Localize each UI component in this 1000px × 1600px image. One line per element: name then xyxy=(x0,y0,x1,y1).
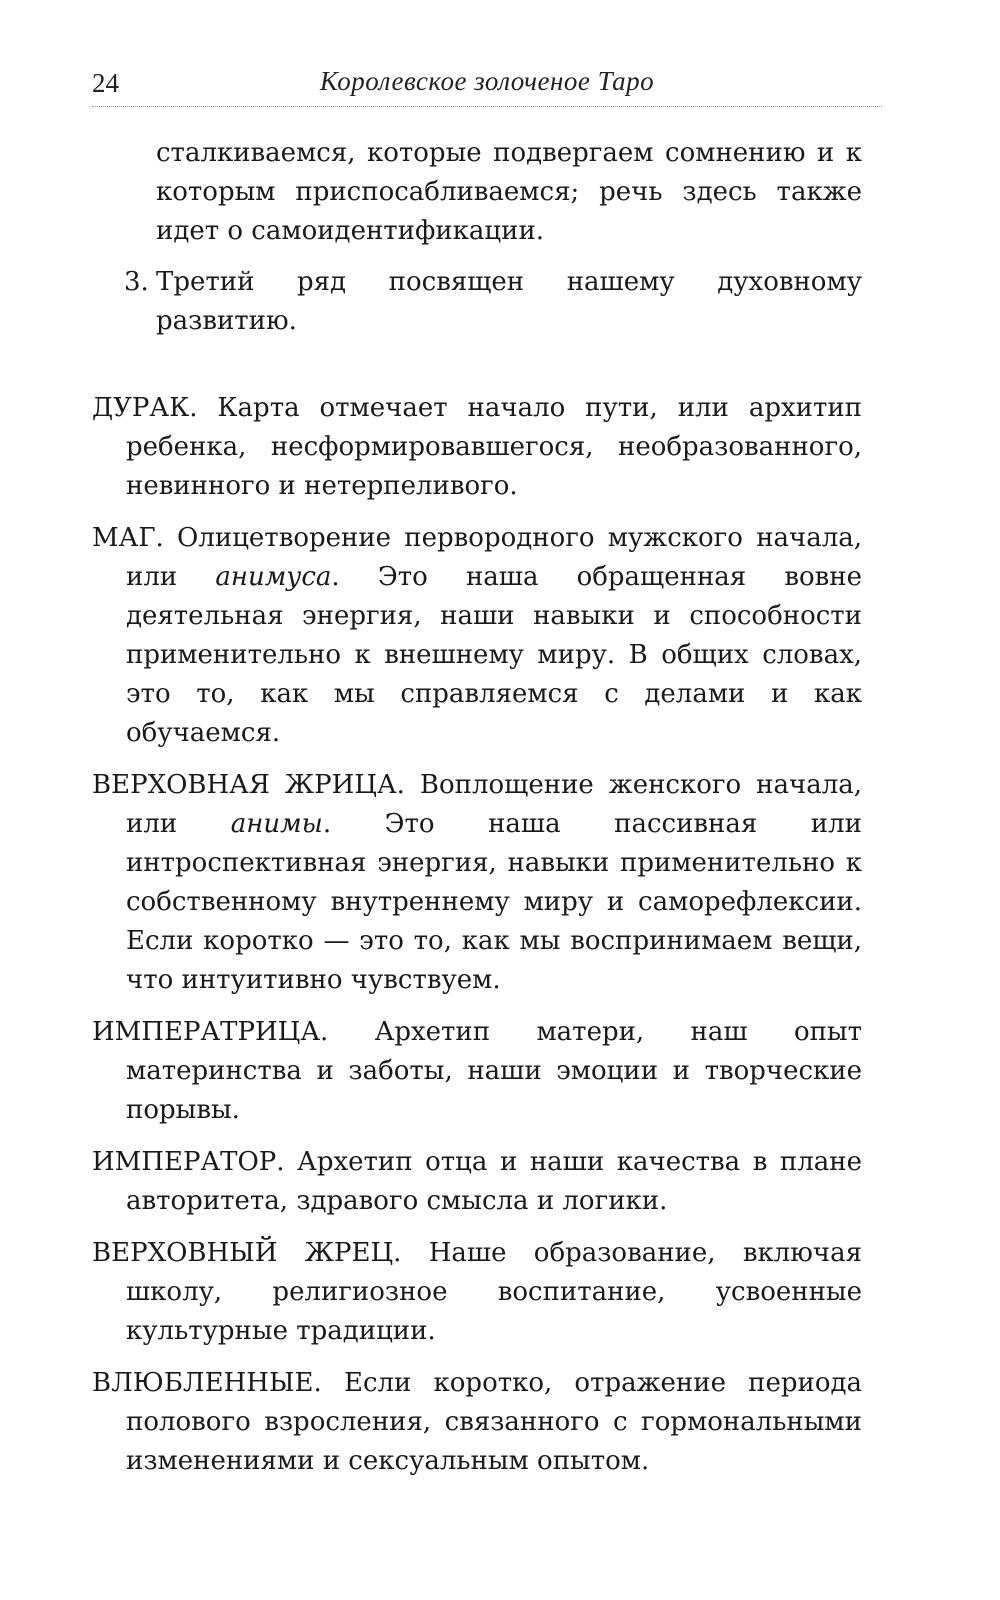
entry-text: Наше образование, включая школу, религиозное воспитание, усвоенные культурные традиции. xyxy=(126,1238,862,1346)
entry-term: ВЕРХОВНЫЙ ЖРЕЦ. xyxy=(92,1238,402,1268)
entry-fool xyxy=(92,389,862,506)
entry-lovers xyxy=(92,1364,862,1481)
entry-text-continued: . Это наша обращенная вовне деятельная энергия, наши навыки и способности применительно к внешнему миру. В общих словах, это то, как мы справляемся с делами и как обучаемся. xyxy=(126,562,862,748)
entry-hierophant xyxy=(92,1234,862,1351)
entry-empress xyxy=(92,1013,862,1130)
entry-text: Олицетворение первородного мужского начала, или xyxy=(126,523,862,592)
entry-term: ВЕРХОВНАЯ ЖРИЦА. xyxy=(92,770,405,800)
entry-text: Если коротко, отражение периода полового взросления, связанного с гормональными изменениями и сексуальным опытом. xyxy=(126,1368,862,1476)
entry-term: ИМПЕРАТРИЦА. xyxy=(92,1017,329,1047)
running-title: Королевское золоченое Таро xyxy=(319,66,655,96)
entry-magician xyxy=(92,519,862,753)
entry-text: Воплощение женского начала, или xyxy=(126,770,862,839)
entry-term: МАГ. xyxy=(92,523,164,553)
entry-term: ДУРАК. xyxy=(92,393,198,423)
list-item-text: Третий ряд посвящен нашему духовному развитию. xyxy=(156,267,862,336)
entry-text: Архетип отца и наши качества в плане авторитета, здравого смысла и логики. xyxy=(126,1147,862,1216)
list-item xyxy=(92,263,862,341)
entry-text-continued: . Это наша пассивная или интроспективная энергия, навыки применительно к собственному внутреннему миру и саморефлексии. Если коротко — это то, как мы воспринимаем вещи, что интуитивно чувствуем. xyxy=(126,809,862,995)
continued-paragraph: сталкиваемся, которые подвергаем сомнению и к которым приспосабливаемся; речь здесь также идет о самоидентификации. xyxy=(156,138,862,246)
entry-text: Архетип матери, наш опыт материнства и заботы, наши эмоции и творческие порывы. xyxy=(126,1017,862,1125)
entry-high-priestess xyxy=(92,766,862,1000)
entry-emperor xyxy=(92,1143,862,1221)
page-body xyxy=(92,134,862,1481)
entry-italic-term: анимы xyxy=(230,809,323,839)
page-header xyxy=(92,66,882,107)
entry-italic-term: анимуса xyxy=(215,562,332,592)
page-number: 24 xyxy=(92,68,119,98)
entry-term: ВЛЮБЛЕННЫЕ. xyxy=(92,1368,322,1398)
list-item-number: 3. xyxy=(124,267,149,297)
entry-text: Карта отмечает начало пути, или архитип ребенка, несформировавшегося, необразованного, невинного и нетерпеливого. xyxy=(126,393,862,501)
entry-term: ИМПЕРАТОР. xyxy=(92,1147,285,1177)
